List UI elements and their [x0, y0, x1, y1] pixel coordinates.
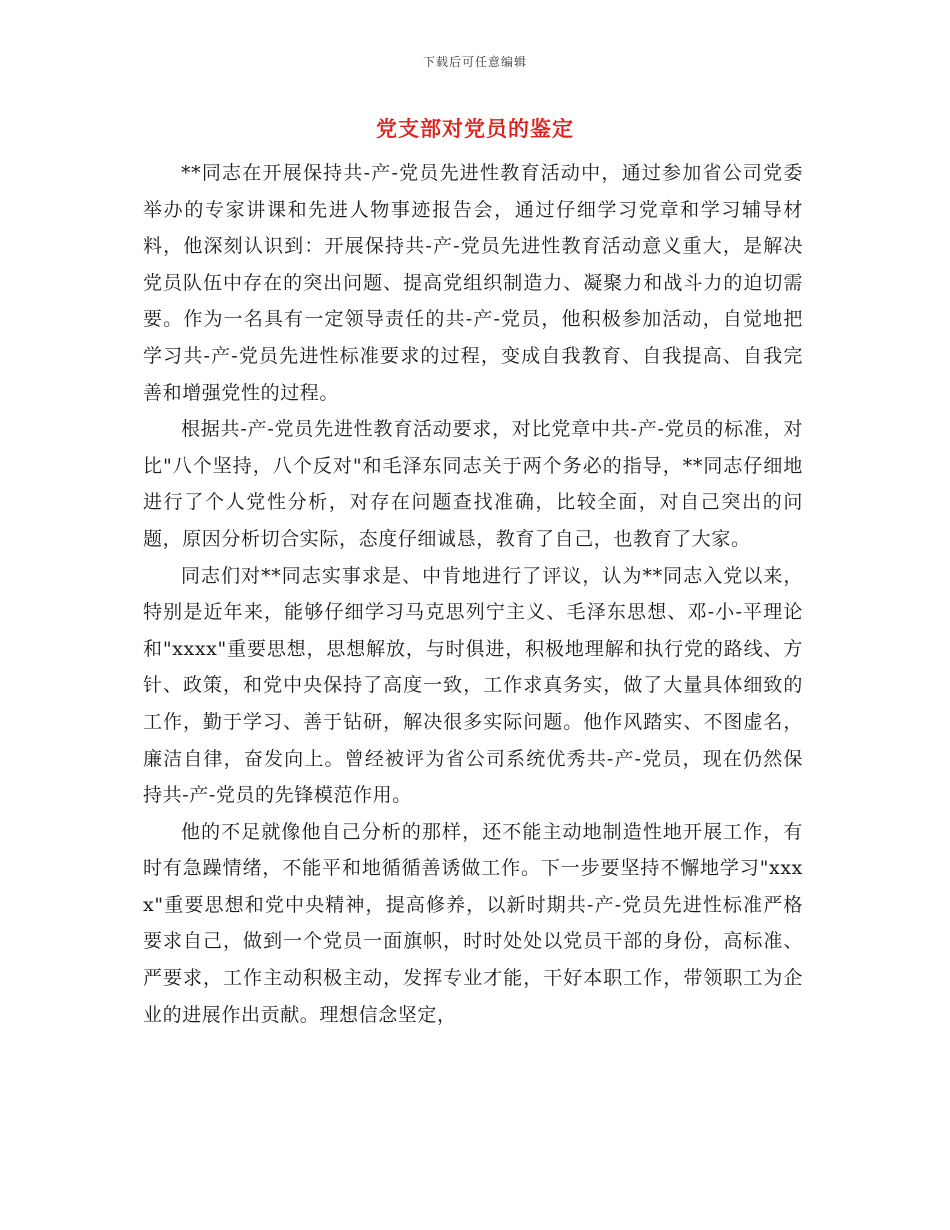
document-body: [143, 155, 803, 1033]
header-note: 下载后可任意编辑: [422, 55, 527, 69]
paragraph-3: 同志们对**同志实事求是、中肯地进行了评议，认为**同志入党以来，特别是近年来，能够仔细学习马克思列宁主义、毛泽东思想、邓-小-平理论和"xxxx"重要思想，思想解放，与时俱进，积极地理解和执行党的路线、方针、政策，和党中央保持了高度一致，工作求真务实，做了大量具体细致的工作，勤于学习、善于钻研，解决很多实际问题。他作风踏实、不图虚名，廉洁自律，奋发向上。曾经被评为省公司系统优秀共-产-党员，现在仍然保持共-产-党员的先锋模范作用。: [143, 564, 803, 807]
document-title: 党支部对党员的鉴定: [376, 116, 574, 141]
paragraph-2: 根据共-产-党员先进性教育活动要求，对比党章中共-产-党员的标准，对比"八个坚持，八个反对"和毛泽东同志关于两个务必的指导，**同志仔细地进行了个人党性分析，对存在问题查找准确，比较全面，对自己突出的问题，原因分析切合实际，态度仔细诚恳，教育了自己，也教育了大家。: [143, 418, 803, 550]
paragraph-4: 他的不足就像他自己分析的那样，还不能主动地制造性地开展工作，有时有急躁情绪，不能平和地循循善诱做工作。下一步要坚持不懈地学习"xxxx"重要思想和党中央精神，提高修养，以新时期共-产-党员先进性标准严格要求自己，做到一个党员一面旗帜，时时处处以党员干部的身份，高标准、严要求，工作主动积极主动，发挥专业才能，干好本职工作，带领职工为企业的进展作出贡献。理想信念坚定，: [143, 820, 803, 1026]
paragraph-1: **同志在开展保持共-产-党员先进性教育活动中，通过参加省公司党委举办的专家讲课和先进人物事迹报告会，通过仔细学习党章和学习辅导材料，他深刻认识到：开展保持共-产-党员先进性教育活动意义重大，是解决党员队伍中存在的突出问题、提高党组织制造力、凝聚力和战斗力的迫切需要。作为一名具有一定领导责任的共-产-党员，他积极参加活动，自觉地把学习共-产-党员先进性标准要求的过程，变成自我教育、自我提高、自我完善和增强党性的过程。: [143, 162, 803, 404]
